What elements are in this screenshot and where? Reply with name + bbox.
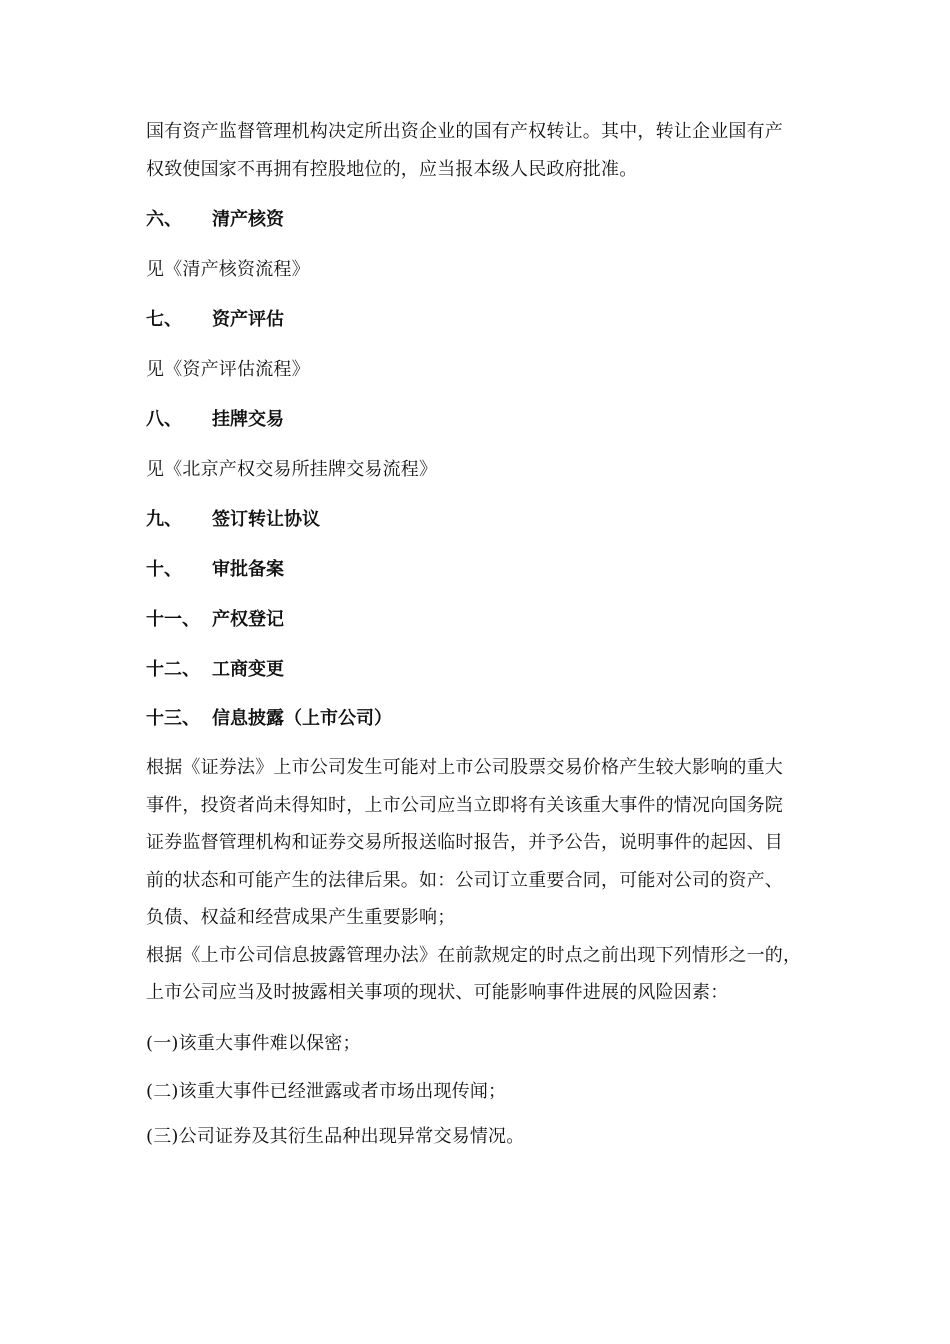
section-number: 十一、 bbox=[146, 609, 200, 630]
intro-line: 国有资产监督管理机构决定所出资企业的国有产权转让。其中，转让企业国有产 bbox=[146, 121, 783, 142]
section-text: 见《清产核资流程》 bbox=[146, 259, 310, 280]
section-number: 九、 bbox=[146, 509, 182, 530]
section-title: 审批备案 bbox=[212, 559, 284, 580]
list-item: (一)该重大事件难以保密； bbox=[146, 1033, 361, 1054]
section-number: 七、 bbox=[146, 309, 182, 330]
disclosure-line: 证券监督管理机构和证券交易所报送临时报告，并予公告，说明事件的起因、目 bbox=[146, 832, 783, 853]
list-item: (二)该重大事件已经泄露或者市场出现传闻； bbox=[146, 1081, 507, 1102]
section-title: 挂牌交易 bbox=[212, 409, 284, 430]
section-text: 见《资产评估流程》 bbox=[146, 359, 310, 380]
section-title: 签订转让协议 bbox=[212, 509, 320, 530]
section-heading-6 bbox=[146, 207, 284, 233]
section-heading-12 bbox=[146, 657, 284, 683]
section-heading-13 bbox=[146, 706, 392, 732]
section-number: 六、 bbox=[146, 209, 182, 230]
section-heading-10 bbox=[146, 557, 284, 583]
section-title: 资产评估 bbox=[212, 309, 284, 330]
section-text: 见《北京产权交易所挂牌交易流程》 bbox=[146, 459, 438, 480]
section-title: 工商变更 bbox=[212, 659, 284, 680]
section-heading-8 bbox=[146, 407, 284, 433]
disclosure-line: 前的状态和可能产生的法律后果。如：公司订立重要合同，可能对公司的资产、 bbox=[146, 870, 783, 891]
section-number: 八、 bbox=[146, 409, 182, 430]
disclosure-line: 事件，投资者尚未得知时，上市公司应当立即将有关该重大事件的情况向国务院 bbox=[146, 795, 783, 816]
section-number: 十二、 bbox=[146, 659, 200, 680]
section-heading-7 bbox=[146, 307, 284, 333]
disclosure-line: 根据《证券法》上市公司发生可能对上市公司股票交易价格产生较大影响的重大 bbox=[146, 757, 783, 778]
disclosure-line: 上市公司应当及时披露相关事项的现状、可能影响事件进展的风险因素： bbox=[146, 982, 729, 1003]
section-number: 十三、 bbox=[146, 708, 200, 729]
section-number: 十、 bbox=[146, 559, 182, 580]
section-title: 信息披露（上市公司） bbox=[212, 708, 392, 729]
section-title: 产权登记 bbox=[212, 609, 284, 630]
list-item: (三)公司证券及其衍生品种出现异常交易情况。 bbox=[146, 1126, 525, 1147]
disclosure-line: 根据《上市公司信息披露管理办法》在前款规定的时点之前出现下列情形之一的， bbox=[146, 945, 802, 966]
section-title: 清产核资 bbox=[212, 209, 284, 230]
intro-line: 权致使国家不再拥有控股地位的，应当报本级人民政府批准。 bbox=[146, 159, 638, 180]
disclosure-line: 负债、权益和经营成果产生重要影响； bbox=[146, 907, 456, 928]
section-heading-11 bbox=[146, 607, 284, 633]
section-heading-9 bbox=[146, 507, 320, 533]
